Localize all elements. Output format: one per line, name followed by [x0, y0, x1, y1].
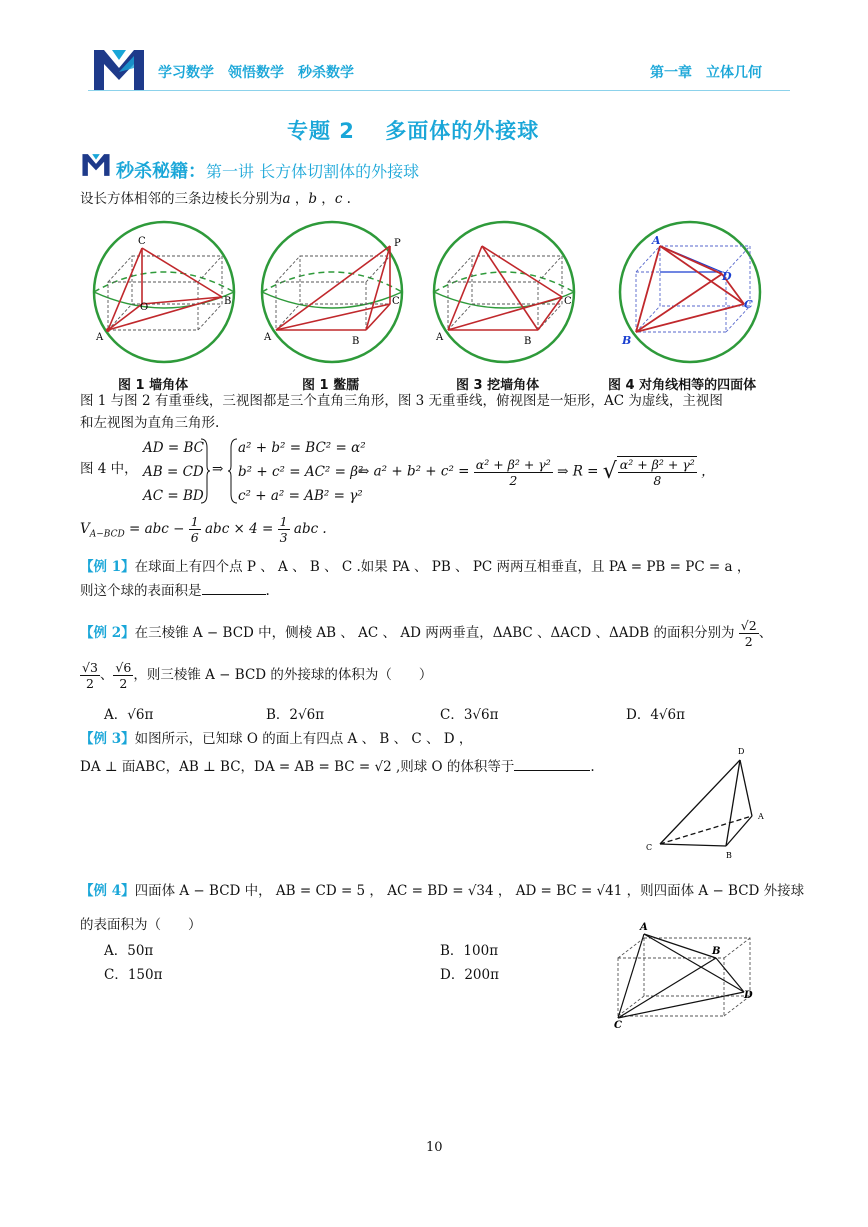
fig4-equations — [238, 436, 366, 508]
caption-fig4: 图 4 对角线相等的四面体 — [608, 378, 757, 393]
example-4-option-a[interactable]: A．50π — [104, 943, 154, 959]
header-divider — [88, 90, 790, 91]
example-2-option-d[interactable]: D．4√6π — [626, 707, 685, 723]
example-3-question: DA ⊥ 面ABC，AB ⊥ BC，DA = AB = BC = √2 ,则球 O 的体积等于 — [80, 759, 515, 775]
example-2-frac-2 — [80, 660, 100, 691]
ex3-label-b: B — [726, 851, 732, 860]
equation-2: b² + c² = AC² = β² — [238, 464, 364, 480]
ex3-label-d: D — [738, 747, 745, 756]
separator: 、 — [758, 625, 773, 641]
ex4-label-a: A — [640, 922, 648, 933]
volume-f2-den: 3 — [279, 530, 288, 545]
fig4-label-d: D — [722, 270, 732, 283]
fig4-label-b: B — [622, 334, 632, 347]
example-4-figure — [604, 918, 770, 1030]
example-4-tag: 【例 4】 — [80, 883, 135, 899]
frac-3-num: √6 — [115, 660, 132, 675]
example-4-line2: 的表面积为（ ） — [80, 917, 202, 933]
example-2-frac-3 — [113, 660, 133, 691]
example-2-option-b[interactable]: B．2√6π — [266, 707, 325, 723]
example-2-line2 — [80, 660, 432, 691]
equation-1: a² + b² = BC² = α² — [238, 440, 366, 456]
volume-f2-num: 1 — [279, 514, 288, 529]
example-2-question: ，则三棱锥 A − BCD 的外接球的体积为（ ） — [133, 667, 433, 683]
fig1-label-b: B — [224, 296, 232, 307]
section-logo-icon — [80, 152, 112, 182]
volume-mid: = abc − — [128, 521, 185, 537]
example-3-line1 — [80, 728, 472, 750]
fig4-label-a: A — [652, 234, 661, 247]
page-title: 专题 2 多面体的外接球 — [287, 119, 540, 143]
volume-subscript: A−BCD — [89, 529, 125, 540]
condition-1: AD = BC — [143, 440, 204, 456]
figures-row — [80, 212, 780, 372]
example-3-figure — [640, 744, 780, 864]
description-line2: 和左视图为直角三角形. — [80, 415, 220, 431]
example-2-option-a[interactable]: A．√6π — [104, 707, 154, 723]
example-3-text: 如图所示，已知球 O 的面上有四点 A 、 B 、 C 、 D ， — [134, 731, 473, 747]
example-2-text: 在三棱锥 A − BCD 中，侧棱 AB 、 AC 、 AD 两两垂直，ΔABC 、ΔACD 、ΔADB 的面积分别为 — [134, 625, 735, 641]
r-numerator: α² + β² + γ² — [619, 457, 695, 472]
caption-fig3: 图 3 挖墙角体 — [456, 378, 540, 393]
fig4-conditions — [143, 436, 204, 508]
ex4-label-c: C — [614, 1020, 622, 1030]
section-heading — [116, 157, 419, 183]
sum-expression: ⇒ a² + b² + c² = $\frac{\text{α² + β² + γ²}}{2}$ ⇒ R = √ $\frac{\text{α² + β² + γ²}}{8}$ ， — [358, 456, 715, 488]
example-1-tag: 【例 1】 — [80, 559, 135, 575]
example-4-option-b[interactable]: B．100π — [440, 943, 499, 959]
condition-3: AC = BD — [143, 488, 204, 504]
volume-end: abc . — [293, 521, 327, 537]
brace-left — [228, 438, 238, 504]
logo-icon — [90, 46, 148, 94]
fig1-label-a: A — [96, 332, 104, 343]
example-1-line1 — [80, 556, 750, 578]
brace-right — [200, 438, 210, 504]
frac-3-den: 2 — [119, 676, 128, 691]
example-1-text: 在球面上有四个点 P 、 A 、 B 、 C .如果 PA 、 PB 、 PC 两两互相垂直，且 PA = PB = PC = a ， — [134, 559, 751, 575]
frac-1-den: 2 — [744, 634, 753, 649]
page-number: 10 — [426, 1140, 443, 1155]
frac-2-den: 2 — [85, 676, 94, 691]
r-fraction — [617, 456, 697, 488]
condition-2: AB = CD — [143, 464, 204, 480]
sum-fraction — [474, 457, 553, 488]
volume-formula — [80, 514, 327, 546]
section-heading-bold: 秒杀秘籍： — [116, 161, 206, 182]
ex3-label-c: C — [646, 843, 653, 852]
answer-blank-1[interactable] — [202, 582, 266, 595]
answer-blank-3[interactable] — [514, 758, 590, 771]
ex4-label-d: D — [744, 990, 753, 1001]
frac-2-num: √3 — [82, 660, 98, 675]
var-b: b — [308, 191, 318, 207]
sum-lhs: ⇒ a² + b² + c² = — [358, 463, 470, 480]
example-2-line1 — [80, 618, 772, 649]
volume-v: V — [80, 521, 90, 537]
fig3-label-c: C — [564, 296, 572, 307]
fig2-label-a: A — [264, 332, 272, 343]
sum-numerator: α² + β² + γ² — [475, 456, 551, 472]
volume-f1-den: 6 — [190, 530, 199, 545]
var-a: a — [282, 191, 291, 207]
example-1-question: 则这个球的表面积是 — [80, 583, 202, 599]
figure-2 — [262, 222, 402, 362]
fig4-label-c: C — [744, 298, 753, 311]
sum-denominator: 2 — [509, 472, 518, 488]
implies-1: ⇒ — [212, 461, 224, 477]
r-lhs: ⇒ R = — [557, 463, 599, 480]
caption-fig2: 图 1 鳖臑 — [302, 378, 360, 393]
figure-3 — [434, 222, 574, 362]
fig2-label-b: B — [352, 336, 360, 347]
separator-2: 、 — [99, 667, 114, 683]
section-heading-text: 第一讲 长方体切割体的外接球 — [206, 162, 420, 181]
example-4-line1 — [80, 880, 804, 902]
header-chapter: 第一章 立体几何 — [650, 65, 762, 81]
var-c: c — [334, 191, 343, 207]
volume-f1-num: 1 — [190, 514, 199, 529]
fig1-label-o: O — [140, 302, 149, 313]
example-4-text: 四面体 A − BCD 中， AB = CD = 5 ， AC = BD = √34 ， AD = BC = √41 ，则四面体 A − BCD 外接球 — [134, 883, 805, 899]
volume-mid2: abc × 4 = — [205, 521, 274, 537]
example-4-option-d[interactable]: D．200π — [440, 967, 499, 983]
example-2-frac-1 — [739, 618, 759, 649]
example-3-line2: DA ⊥ 面ABC，AB ⊥ BC，DA = AB = BC = √2 ,则球 O 的体积等于 . — [80, 759, 595, 775]
example-4-option-c[interactable]: C．150π — [104, 967, 163, 983]
fig2-label-p: P — [394, 238, 401, 249]
description-line1: 图 1 与图 2 有重垂线，三视图都是三个直角三角形，图 3 无重垂线，俯视图是一矩形，AC 为虚线，主视图 — [80, 393, 723, 409]
example-3-tag: 【例 3】 — [80, 731, 135, 747]
header-slogan: 学习数学 领悟数学 秒杀数学 — [158, 65, 354, 81]
fig3-label-a: A — [436, 332, 444, 343]
caption-fig1: 图 1 墙角体 — [118, 378, 189, 393]
example-2-tag: 【例 2】 — [80, 625, 135, 641]
volume-fraction-1 — [189, 514, 201, 545]
ex3-label-a: A — [758, 812, 764, 821]
fig3-label-b: B — [524, 336, 532, 347]
fig2-label-c: C — [392, 296, 400, 307]
fig1-label-c: C — [138, 236, 146, 247]
example-1-line2: 则这个球的表面积是 . — [80, 583, 270, 599]
intro-text: 设长方体相邻的三条边棱长分别为a ，b ，c . — [80, 191, 351, 207]
intro-sentence: 设长方体相邻的三条边棱长分别为 — [80, 191, 283, 207]
example-2-option-c[interactable]: C．3√6π — [440, 707, 499, 723]
figure-4 — [620, 222, 760, 362]
fig4-prefix: 图 4 中， — [80, 461, 138, 477]
volume-fraction-2 — [278, 514, 290, 545]
figure-1 — [94, 222, 234, 362]
ex4-label-b: B — [712, 946, 721, 957]
r-denominator: 8 — [653, 473, 662, 488]
frac-1-num: √2 — [740, 618, 757, 633]
equation-3: c² + a² = AB² = γ² — [238, 488, 363, 504]
